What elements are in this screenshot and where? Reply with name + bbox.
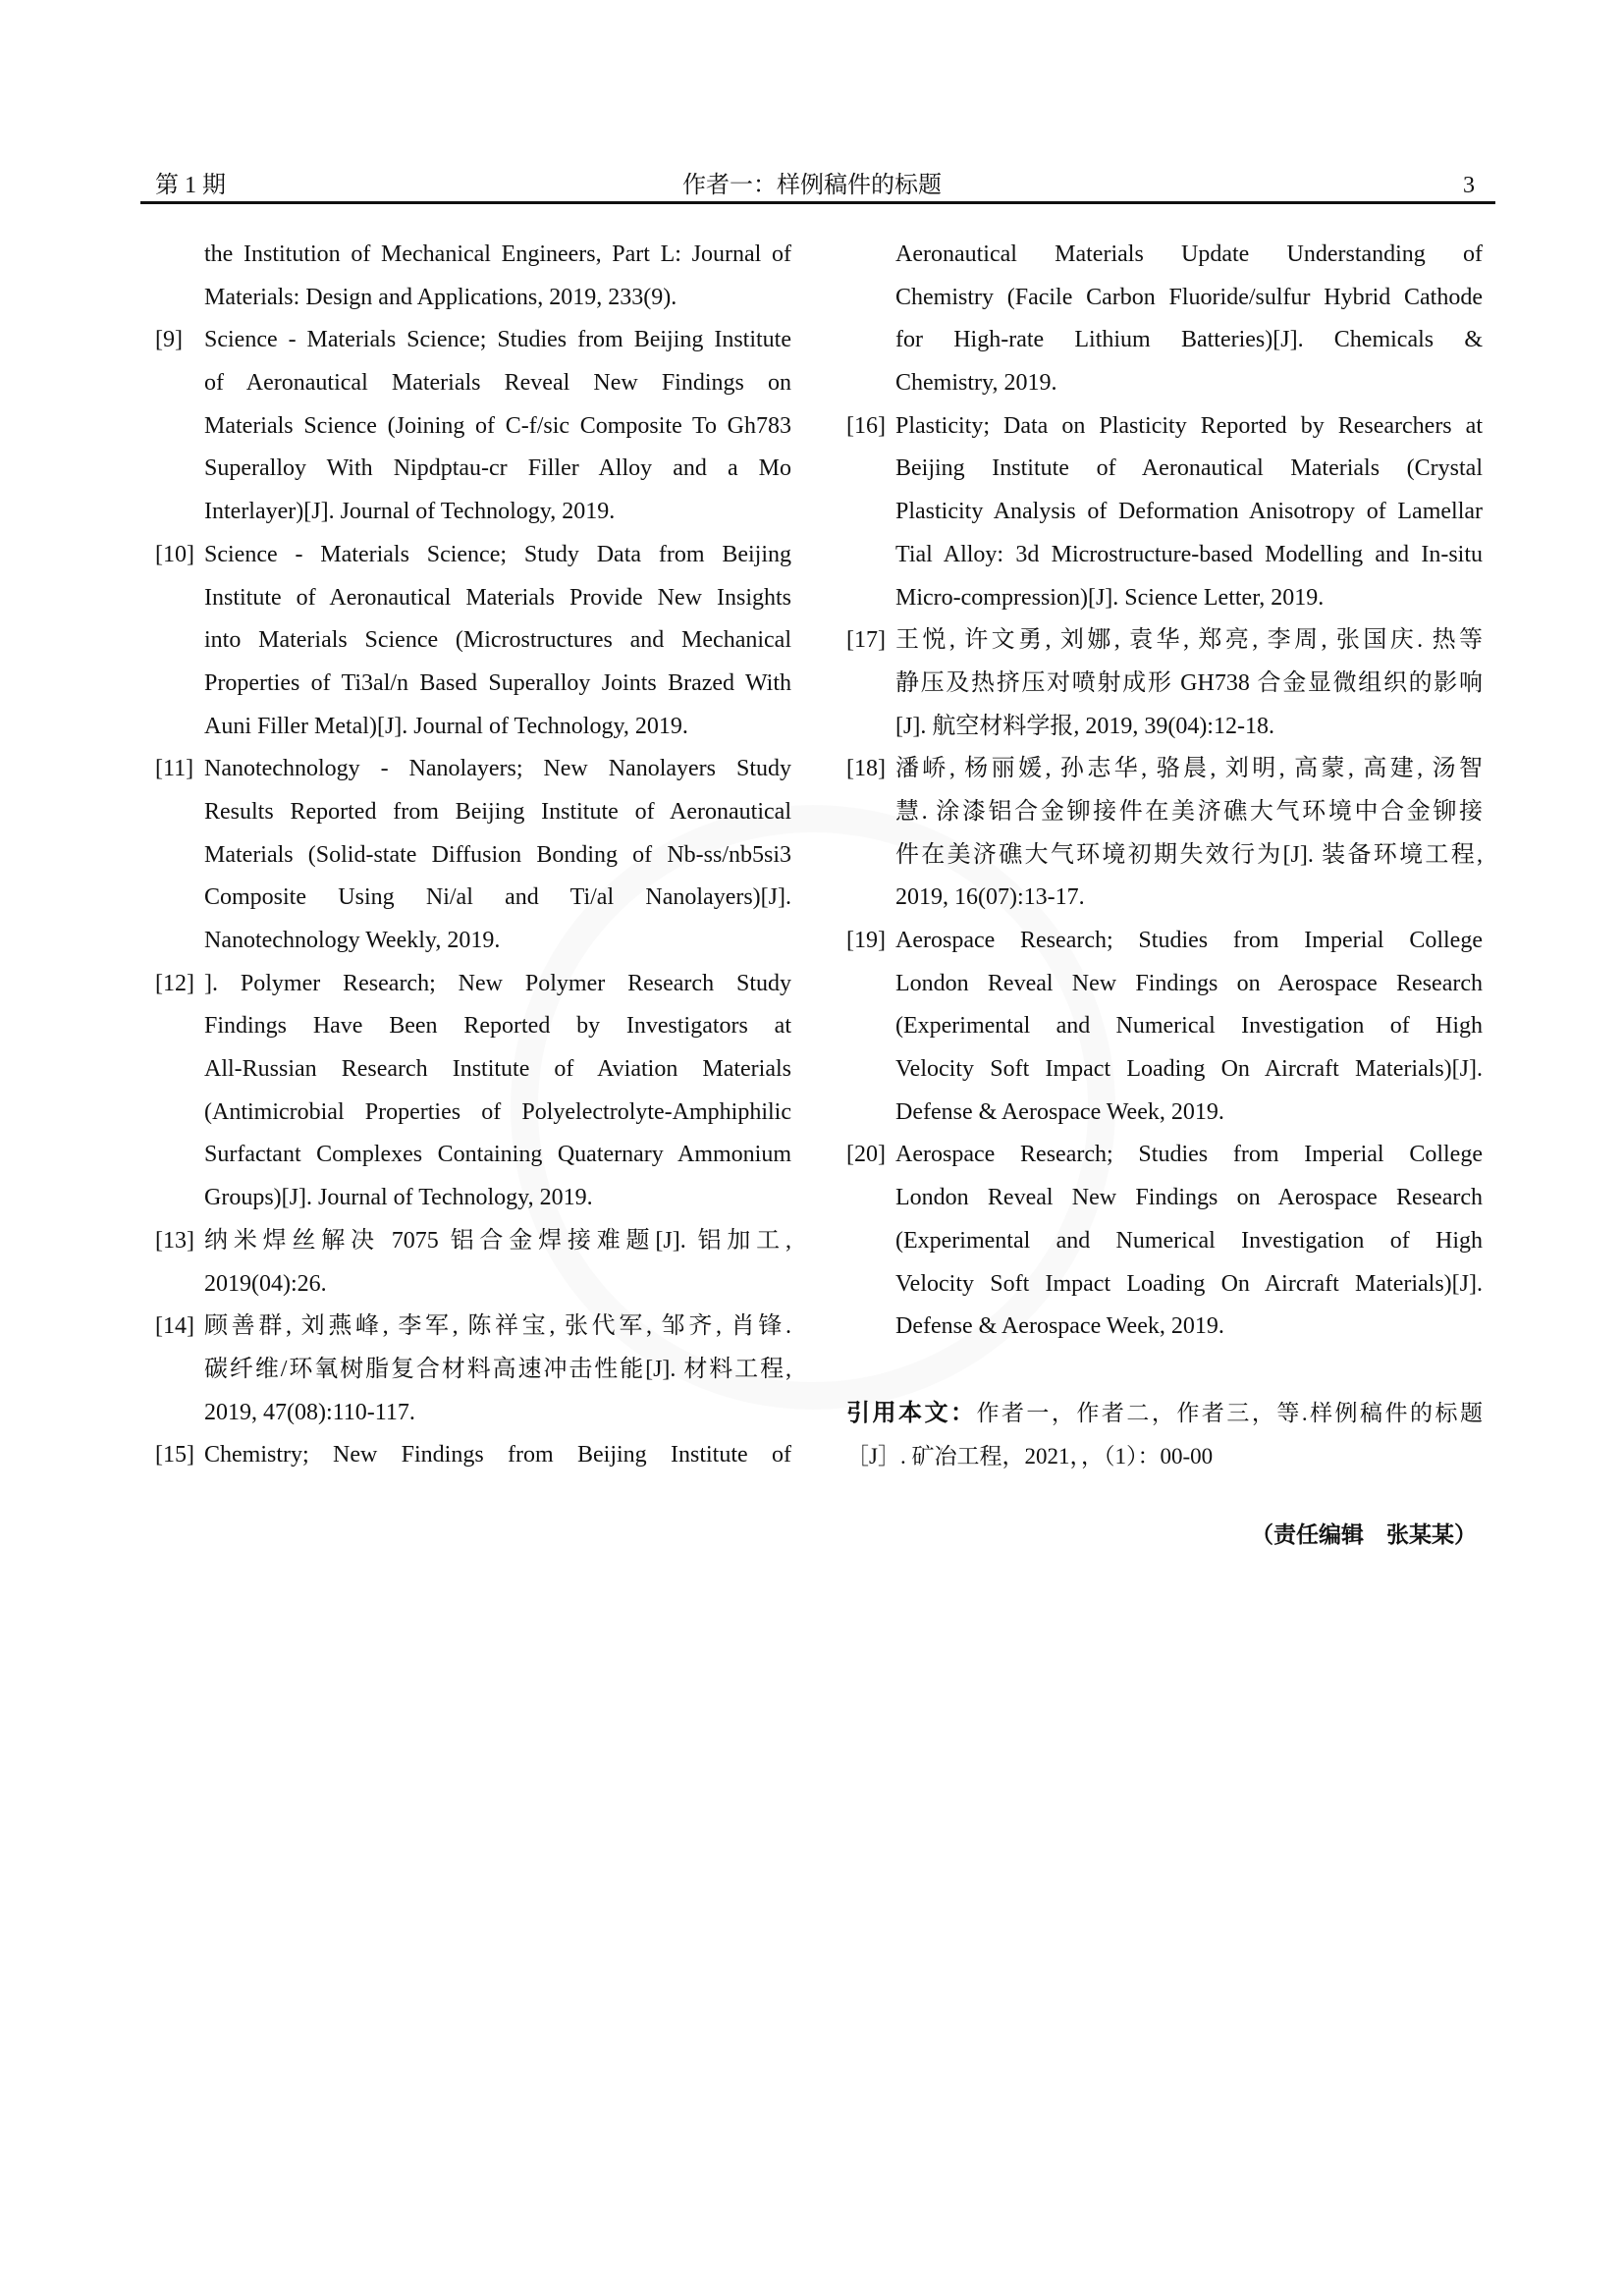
reference-line: Interlayer)[J]. Journal of Technology, 2019. xyxy=(204,499,616,525)
reference-number: [14] xyxy=(155,1313,194,1340)
reference-column-left xyxy=(155,234,791,1477)
reference-entry xyxy=(155,534,791,748)
reference-number: [20] xyxy=(846,1142,886,1168)
reference-number: [15] xyxy=(155,1442,194,1468)
reference-line: [J]. 航空材料学报, 2019, 39(04):12-18. xyxy=(895,713,1274,739)
reference-line: 件在美济礁大气环境初期失效行为[J]. 装备环境工程, xyxy=(895,841,1483,868)
reference-number: [11] xyxy=(155,756,194,782)
reference-line: 碳纤维/环氧树脂复合材料高速冲击性能[J]. 材料工程, xyxy=(204,1356,791,1382)
reference-line: Micro-compression)[J]. Science Letter, 2019. xyxy=(895,584,1325,611)
reference-line: Aeronautical Materials Update Understanding of xyxy=(895,241,1483,267)
reference-line: All-Russian Research Institute of Aviation Materials xyxy=(204,1056,791,1083)
reference-line: 王悦, 许文勇, 刘娜, 袁华, 郑亮, 李周, 张国庆. 热等 xyxy=(895,627,1483,654)
reference-line: Chemistry, 2019. xyxy=(895,370,1057,397)
reference-entry xyxy=(155,1306,791,1434)
citation-line-1 xyxy=(846,1392,1483,1435)
reference-line: Plasticity; Data on Plasticity Reported by Researchers at xyxy=(895,412,1483,439)
reference-number: [9] xyxy=(155,327,183,353)
reference-line: 纳米焊丝解决 7075 铝合金焊接难题[J]. 铝加工, xyxy=(204,1227,791,1254)
reference-line: Aerospace Research; Studies from Imperial College xyxy=(895,1142,1483,1168)
citation-line-2: ［J］. 矿冶工程，2021，，（1）：00-00 xyxy=(846,1444,1214,1468)
reference-line: Defense & Aerospace Week, 2019. xyxy=(895,1098,1224,1125)
reference-number: [16] xyxy=(846,412,886,439)
reference-line: Nanotechnology Weekly, 2019. xyxy=(204,928,501,953)
reference-entry xyxy=(846,234,1483,405)
reference-line: Chemistry; New Findings from Beijing Institute of xyxy=(204,1442,791,1468)
reference-line: into Materials Science (Microstructures and Mechanical xyxy=(204,627,791,654)
reference-line: Plasticity Analysis of Deformation Anisotropy of Lamellar xyxy=(895,499,1483,525)
reference-number: [13] xyxy=(155,1227,194,1254)
reference-line: Materials: Design and Applications, 2019, 233(9). xyxy=(204,284,677,310)
reference-line: London Reveal New Findings on Aerospace Research xyxy=(895,970,1483,996)
reference-number: [10] xyxy=(155,541,194,567)
reference-entry xyxy=(846,405,1483,619)
responsible-editor: （责任编辑 张某某） xyxy=(1251,1522,1477,1548)
reference-number: [12] xyxy=(155,970,194,996)
reference-line: Materials Science (Joining of C-f/sic Composite To Gh783 xyxy=(204,412,791,439)
reference-line: London Reveal New Findings on Aerospace Research xyxy=(895,1185,1483,1211)
reference-line: Composite Using Ni/al and Ti/al Nanolayers)[J]. xyxy=(204,884,791,911)
reference-line: (Antimicrobial Properties of Polyelectrolyte-Amphiphilic xyxy=(204,1098,791,1125)
reference-line: Auni Filler Metal)[J]. Journal of Technology, 2019. xyxy=(204,713,688,739)
reference-line: 2019, 16(07):13-17. xyxy=(895,884,1085,911)
reference-line: Velocity Soft Impact Loading On Aircraft Materials)[J]. xyxy=(895,1270,1483,1297)
reference-line: Chemistry (Facile Carbon Fluoride/sulfur Hybrid Cathode xyxy=(895,284,1483,310)
reference-line: Science - Materials Science; Studies from Beijing Institute xyxy=(204,327,791,353)
reference-entry xyxy=(846,920,1483,1134)
reference-line: for High-rate Lithium Batteries)[J]. Chemicals & xyxy=(895,327,1483,353)
reference-entry xyxy=(155,319,791,533)
reference-line: 静压及热挤压对喷射成形 GH738 合金显微组织的影响 xyxy=(895,669,1483,696)
reference-line: 慧. 涂漆铝合金铆接件在美济礁大气环境中合金铆接 xyxy=(895,798,1483,825)
header-rule xyxy=(140,201,1495,204)
reference-line: the Institution of Mechanical Engineers, Part L: Journal of xyxy=(204,241,791,267)
reference-line: Materials (Solid-state Diffusion Bonding of Nb-ss/nb5si3 xyxy=(204,841,791,868)
reference-line: (Experimental and Numerical Investigation of High xyxy=(895,1013,1483,1040)
citation-label: 引用本文： xyxy=(846,1399,977,1426)
reference-line: Surfactant Complexes Containing Quaternary Ammonium xyxy=(204,1142,791,1168)
reference-number: [19] xyxy=(846,928,886,953)
reference-line: Tial Alloy: 3d Microstructure-based Modelling and In-situ xyxy=(895,541,1483,567)
reference-line: 顾善群, 刘燕峰, 李军, 陈祥宝, 张代军, 邹齐, 肖锋. xyxy=(204,1313,791,1340)
issue-number: 第 1 期 xyxy=(155,173,226,198)
reference-entry xyxy=(155,1434,791,1477)
page-number: 3 xyxy=(1463,173,1475,198)
reference-line: ]. Polymer Research; New Polymer Research Study xyxy=(204,970,791,996)
reference-entry xyxy=(155,234,791,319)
reference-line: Defense & Aerospace Week, 2019. xyxy=(895,1313,1224,1340)
reference-entry xyxy=(846,619,1483,748)
reference-line: Findings Have Been Reported by Investigators at xyxy=(204,1013,791,1040)
reference-line: Beijing Institute of Aeronautical Materials (Crystal xyxy=(895,455,1483,482)
citation-text: 作者一，作者二，作者三，等.样例稿件的标题 xyxy=(976,1401,1484,1425)
reference-line: Institute of Aeronautical Materials Provide New Insights xyxy=(204,584,791,611)
reference-entry xyxy=(155,963,791,1220)
reference-line: (Experimental and Numerical Investigation of High xyxy=(895,1227,1483,1254)
reference-number: [17] xyxy=(846,627,886,654)
reference-number: [18] xyxy=(846,756,886,782)
reference-line: Properties of Ti3al/n Based Superalloy Joints Brazed With xyxy=(204,669,791,696)
reference-line: Velocity Soft Impact Loading On Aircraft Materials)[J]. xyxy=(895,1056,1483,1083)
reference-entry xyxy=(846,1134,1483,1348)
reference-line: 潘峤, 杨丽媛, 孙志华, 骆晨, 刘明, 高蒙, 高建, 汤智 xyxy=(895,756,1483,782)
reference-entry xyxy=(846,748,1483,920)
reference-entry xyxy=(155,748,791,962)
reference-line: Aerospace Research; Studies from Imperial College xyxy=(895,928,1483,953)
reference-line: of Aeronautical Materials Reveal New Findings on xyxy=(204,370,791,397)
reference-line: Groups)[J]. Journal of Technology, 2019. xyxy=(204,1185,593,1211)
reference-line: Nanotechnology - Nanolayers; New Nanolayers Study xyxy=(204,756,791,782)
running-title: 作者一：样例稿件的标题 xyxy=(682,173,942,198)
reference-line: 2019, 47(08):110-117. xyxy=(204,1399,415,1425)
reference-entry xyxy=(155,1220,791,1306)
reference-line: Results Reported from Beijing Institute of Aeronautical xyxy=(204,798,791,825)
reference-line: Science - Materials Science; Study Data from Beijing xyxy=(204,541,791,567)
reference-line: 2019(04):26. xyxy=(204,1270,327,1297)
reference-line: Superalloy With Nipdptau-cr Filler Alloy and a Mo xyxy=(204,455,791,482)
reference-column-right xyxy=(846,234,1483,1349)
